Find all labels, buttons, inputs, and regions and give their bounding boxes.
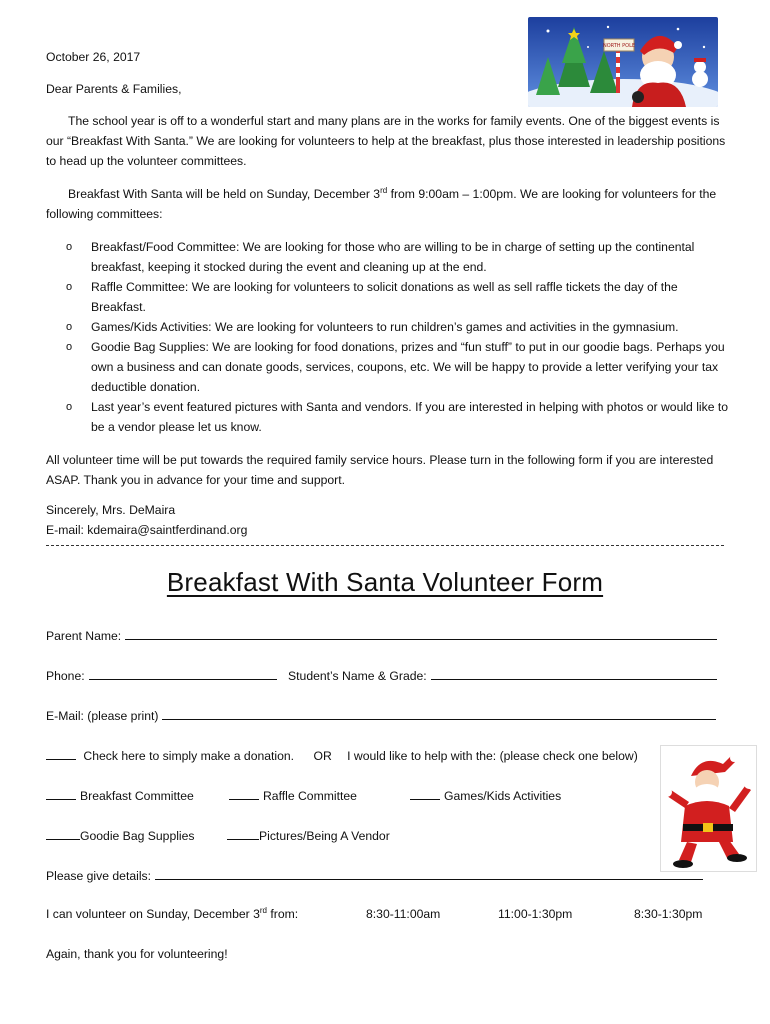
letter-closing-paragraph: All volunteer time will be put towards the required family service hours. Please turn in the following form if you are interested ASAP. Thank you in advance for your time and support.: [46, 453, 714, 487]
student-label: Student’s Name & Grade:: [288, 669, 427, 683]
goodie-check-field[interactable]: [46, 827, 80, 840]
event-text-end: from 9:00am – 1:00pm. We are looking for volunteers for the following committees:: [46, 187, 717, 221]
bullet-text: Last year’s event featured pictures with Santa and vendors. If you are interested in helping with photos or would like to be a vendor please let us know.: [91, 400, 729, 434]
christmas-santa-illustration: [528, 17, 718, 107]
donation-row: [46, 747, 638, 763]
letter-intro-paragraph: The school year is off to a wonderful start and many plans are in the works for family events. One of the biggest events is our “Breakfast With Santa.” We are looking for volunteers to help at the breakfast, plus those interested in leadership positions to head up the volunteer committees.: [46, 114, 726, 168]
santa-scene-icon: [528, 17, 718, 107]
or-text: OR: [313, 749, 332, 763]
letter-date: October 26, 2017: [46, 50, 141, 64]
thanks-text: Again, thank you for volunteering!: [46, 947, 228, 961]
pictures-option-label: Pictures/Being A Vendor: [259, 829, 390, 843]
option-games: [410, 787, 561, 803]
option-goodie: [46, 827, 195, 843]
bullet-circle-icon: o: [66, 401, 73, 413]
raffle-option-label: Raffle Committee: [263, 789, 357, 803]
event-date-suffix: rd: [380, 185, 388, 195]
donation-check-field[interactable]: [46, 747, 76, 760]
letter-signoff: Sincerely, Mrs. DeMaira: [46, 503, 176, 517]
email-label: E-Mail: (please print): [46, 709, 159, 723]
games-check-field[interactable]: [410, 787, 440, 800]
parent-name-field[interactable]: [125, 627, 717, 640]
bullet-text: Games/Kids Activities: We are looking for volunteers to run children’s games and activities in the gymnasium.: [91, 320, 679, 334]
event-text-start: Breakfast With Santa will be held on Sunday, December 3: [68, 187, 381, 201]
option-raffle: [229, 787, 357, 803]
volunteer-text-end: from:: [266, 907, 299, 921]
bullet-text: Goodie Bag Supplies: We are looking for food donations, prizes and “fun stuff” to put in our goodie bags. Perhaps you own a business and can donate goods, services, coupons, etc. We will be happy to provide a letter verifying your tax deductible donation.: [91, 340, 725, 394]
games-option-label: Games/Kids Activities: [444, 789, 562, 803]
letter-email: E-mail: kdemaira@saintferdinand.org: [46, 523, 248, 537]
breakfast-option-label: Breakfast Committee: [80, 789, 194, 803]
breakfast-check-field[interactable]: [46, 787, 76, 800]
bullet-circle-icon: o: [66, 241, 73, 253]
phone-label: Phone:: [46, 669, 85, 683]
santa-icon: [661, 746, 756, 871]
volunteer-date-suffix: rd: [259, 905, 267, 915]
volunteer-time-label: [46, 907, 298, 921]
tear-off-divider: [46, 545, 724, 546]
dancing-santa-clipart: [660, 745, 757, 872]
details-row: [46, 867, 707, 883]
raffle-check-field[interactable]: [229, 787, 259, 800]
phone-field[interactable]: [89, 667, 277, 680]
email-field[interactable]: [162, 707, 716, 720]
bullet-circle-icon: o: [66, 341, 73, 353]
letter-event-paragraph: [46, 184, 736, 224]
pictures-check-field[interactable]: [227, 827, 259, 840]
donation-check-label: Check here to simply make a donation.: [83, 749, 295, 763]
volunteer-text-start: I can volunteer on Sunday, December 3: [46, 907, 260, 921]
letter-salutation: Dear Parents & Families,: [46, 82, 182, 96]
bullet-circle-icon: o: [66, 281, 73, 293]
email-row: [46, 707, 720, 723]
north-pole-sign: NORTH POLE: [602, 43, 636, 49]
bullet-text: Raffle Committee: We are looking for volunteers to solicit donations as well as sell raffle tickets the day of the Breakfast.: [91, 280, 678, 314]
help-text: I would like to help with the: (please check one below): [347, 749, 638, 763]
time-option-2[interactable]: 11:00-1:30pm: [498, 907, 573, 921]
details-label: Please give details:: [46, 869, 152, 883]
phone-row: [46, 667, 721, 683]
bullet-circle-icon: o: [66, 321, 73, 333]
option-pictures: [227, 827, 390, 843]
parent-name-label: Parent Name:: [46, 629, 122, 643]
bullet-text: Breakfast/Food Committee: We are looking for those who are willing to be in charge of setting up the continental breakfast, keeping it stocked during the event and cleaning up at the end.: [91, 240, 695, 274]
form-title: Breakfast With Santa Volunteer Form: [166, 567, 604, 597]
option-breakfast: [46, 787, 194, 803]
parent-name-row: [46, 627, 721, 643]
goodie-option-label: Goodie Bag Supplies: [80, 829, 195, 843]
details-field[interactable]: [155, 867, 703, 880]
time-option-1[interactable]: 8:30-11:00am: [366, 907, 441, 921]
time-option-3[interactable]: 8:30-1:30pm: [634, 907, 703, 921]
student-name-grade-field[interactable]: [431, 667, 717, 680]
